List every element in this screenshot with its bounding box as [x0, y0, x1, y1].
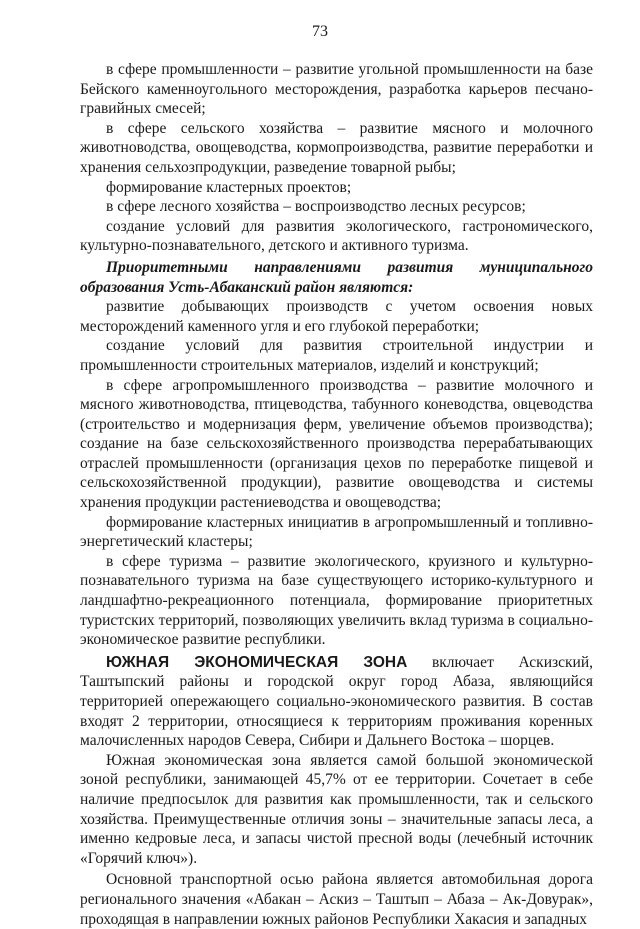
zone-title: ЮЖНАЯ ЭКОНОМИЧЕСКАЯ ЗОНА — [106, 653, 408, 671]
paragraph: создание условий для развития строительной индустрии и промышленности строительных материалов, изделий и конструкций; — [80, 337, 593, 374]
paragraph: в сфере лесного хозяйства – воспроизводство лесных ресурсов; — [106, 198, 526, 216]
paragraph: развитие добывающих производств с учетом освоения новых месторождений каменного угля и его глубокой переработки; — [80, 298, 593, 335]
paragraph: формирование кластерных инициатив в агропромышленный и топливно-энергетический кластеры; — [80, 513, 593, 551]
page-body — [80, 60, 593, 929]
page-number: 73 — [312, 23, 328, 40]
paragraph: в сфере промышленности – развитие угольной промышленности на базе Бейского каменноугольного месторождения, разработка карьеров песчано-гравийных смесей; — [80, 61, 593, 118]
paragraph: формирование кластерных проектов; — [106, 178, 352, 196]
paragraph: Южная экономическая зона является самой большой экономической зоной республики, занимающей 45,7% от ее территории. Сочетает в себе наличие предпосылок для развития как промышленности, так и сельского хозяйства. Преимущественные отличия зоны – значительные запасы леса, а именно кедровые леса, и запасы чистой пресной воды (лечебный источник «Горячий ключ»). — [80, 751, 593, 867]
zone-text: включает Аскизский, Таштыпский районы и городской округ город Абаза, являющийся территорией опережающего социально-экономического развития. В состав входят 2 территории, относящиеся к территориям проживания коренных малочисленных народов Севера, Сибири и Дальнего Востока – шорцев. — [80, 653, 593, 750]
zone-paragraph — [80, 653, 593, 751]
section-heading: Приоритетными направлениями развития муниципального образования Усть-Абаканский район являются: — [80, 258, 593, 296]
paragraph: в сфере агропромышленного производства – развитие молочного и мясного животноводства, птицеводства, табунного коневодства, овцеводства (строительство и модернизация ферм, увеличение объемов производства); создание на базе сельскохозяйственного производства перерабатывающих отраслей промышленности (организация цехов по переработке пищевой и сельскохозяйственной продукции), развитие овощеводства и системы хранения продукции растениеводства и овощеводства; — [80, 376, 593, 512]
paragraph: Основной транспортной осью района является автомобильная дорога регионального значения «Абакан – Аскиз – Таштып – Абаза – Ак-Довурак», проходящая в направлении южных районов Республики Хакасия и западных — [80, 871, 593, 928]
paragraph: в сфере сельского хозяйства – развитие мясного и молочного животноводства, овощеводства, кормопроизводства, развитие переработки и хранения сельхозпродукции, разведение товарной рыбы; — [80, 119, 593, 176]
paragraph: в сфере туризма – развитие экологического, круизного и культурно-познавательного туризма на базе существующего историко-культурного и ландшафтно-рекреационного потенциала, формирование приоритетных туристских территорий, позволяющих увеличить вклад туризма в социально-экономическое развитие республики. — [80, 552, 593, 649]
paragraph: создание условий для развития экологического, гастрономического, культурно-познавательного, детского и активного туризма. — [80, 217, 593, 255]
